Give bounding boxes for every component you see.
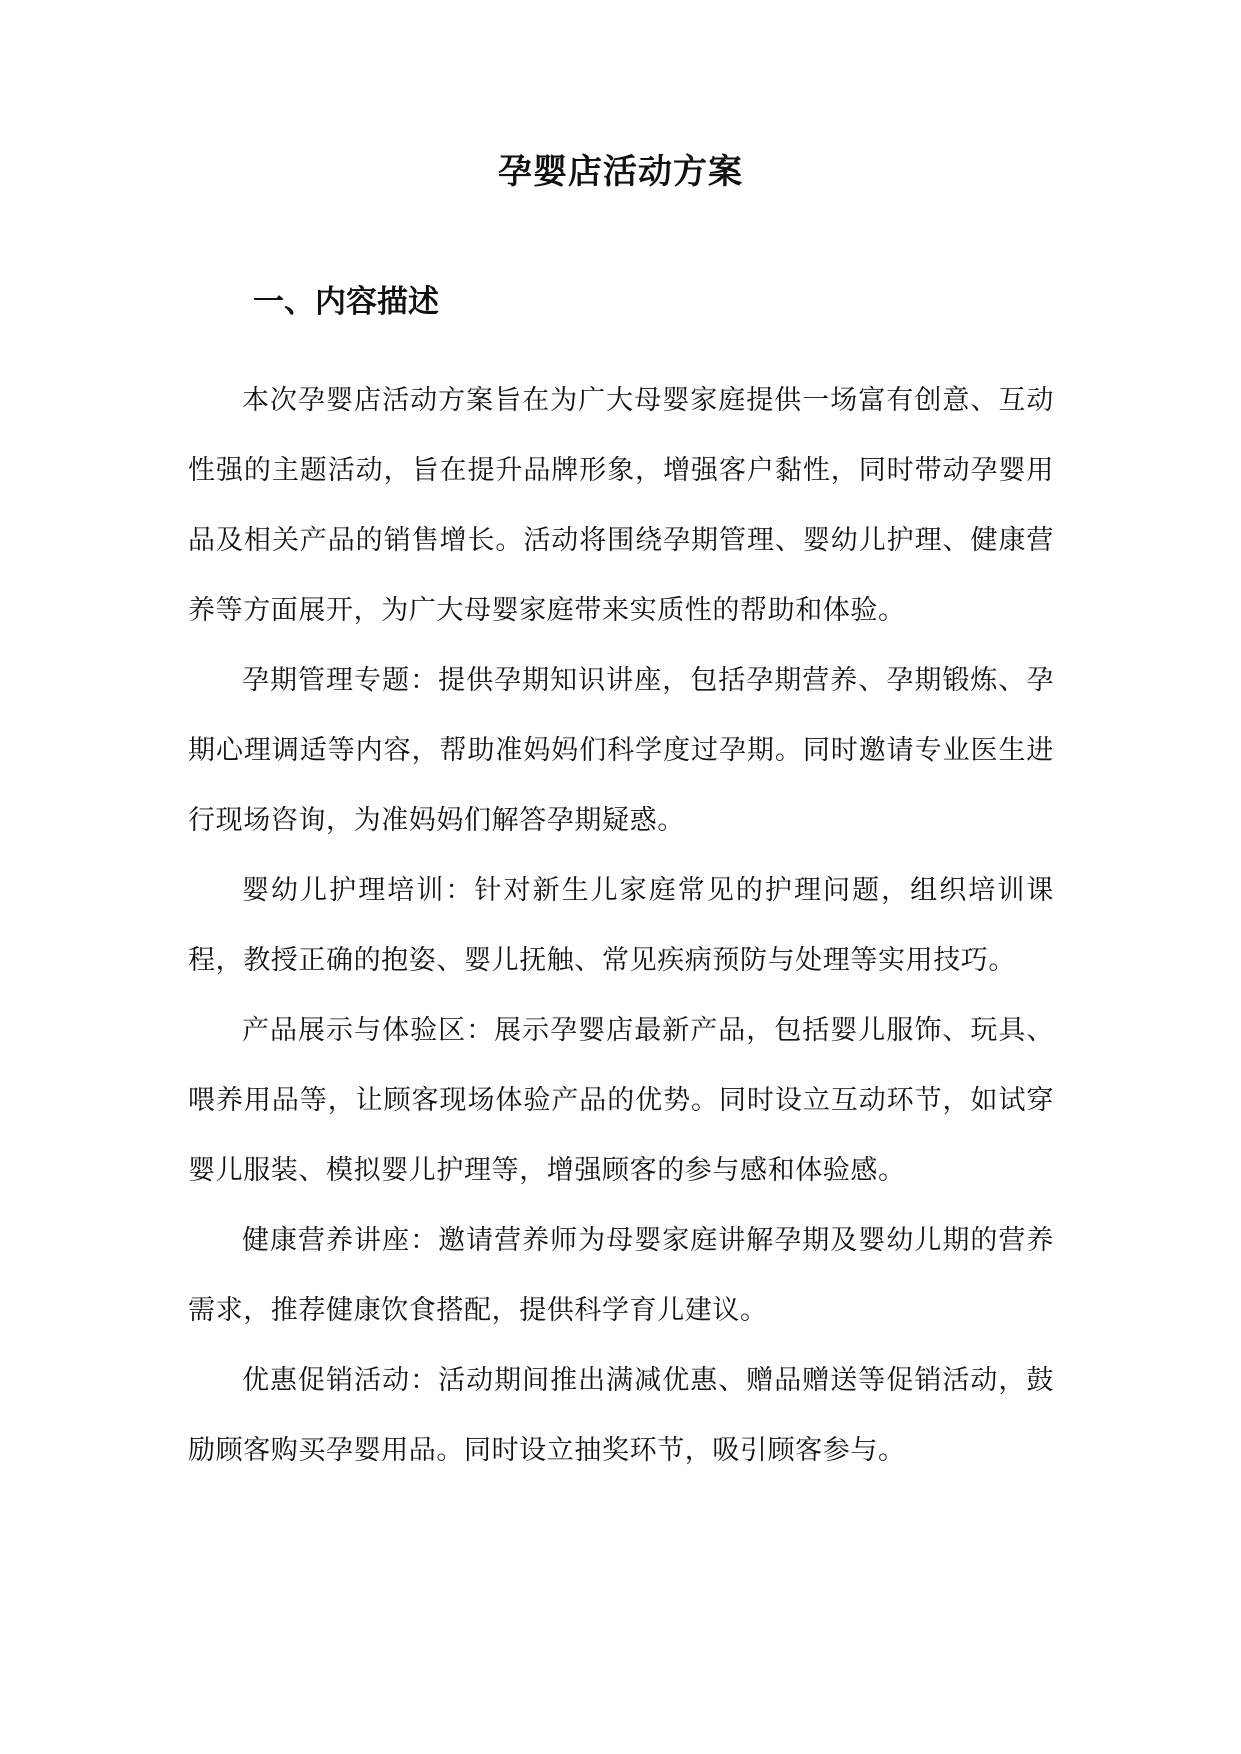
section-heading: 一、内容描述 <box>253 284 439 320</box>
document-title: 孕婴店活动方案 <box>498 152 743 192</box>
paragraph-promotion: 优惠促销活动：活动期间推出满减优惠、赠品赠送等促销活动，鼓励顾客购买孕婴用品。同时设立抽奖环节，吸引顾客参与。 <box>188 1365 1054 1466</box>
paragraph-nutrition-lecture: 健康营养讲座：邀请营养师为母婴家庭讲解孕期及婴幼儿期的营养需求，推荐健康饮食搭配，提供科学育儿建议。 <box>188 1225 1054 1326</box>
document-body <box>188 366 1054 1486</box>
paragraph-product-showcase: 产品展示与体验区：展示孕婴店最新产品，包括婴儿服饰、玩具、喂养用品等，让顾客现场体验产品的优势。同时设立互动环节，如试穿婴儿服装、模拟婴儿护理等，增强顾客的参与感和体验感。 <box>188 1015 1054 1186</box>
paragraph-infant-care-training: 婴幼儿护理培训：针对新生儿家庭常见的护理问题，组织培训课程，教授正确的抱姿、婴儿抚触、常见疾病预防与处理等实用技巧。 <box>188 875 1054 976</box>
paragraph-pregnancy-management: 孕期管理专题：提供孕期知识讲座，包括孕期营养、孕期锻炼、孕期心理调适等内容，帮助准妈妈们科学度过孕期。同时邀请专业医生进行现场咨询，为准妈妈们解答孕期疑惑。 <box>188 665 1054 836</box>
paragraph-intro: 本次孕婴店活动方案旨在为广大母婴家庭提供一场富有创意、互动性强的主题活动，旨在提升品牌形象，增强客户黏性，同时带动孕婴用品及相关产品的销售增长。活动将围绕孕期管理、婴幼儿护理、健康营养等方面展开，为广大母婴家庭带来实质性的帮助和体验。 <box>188 385 1054 626</box>
